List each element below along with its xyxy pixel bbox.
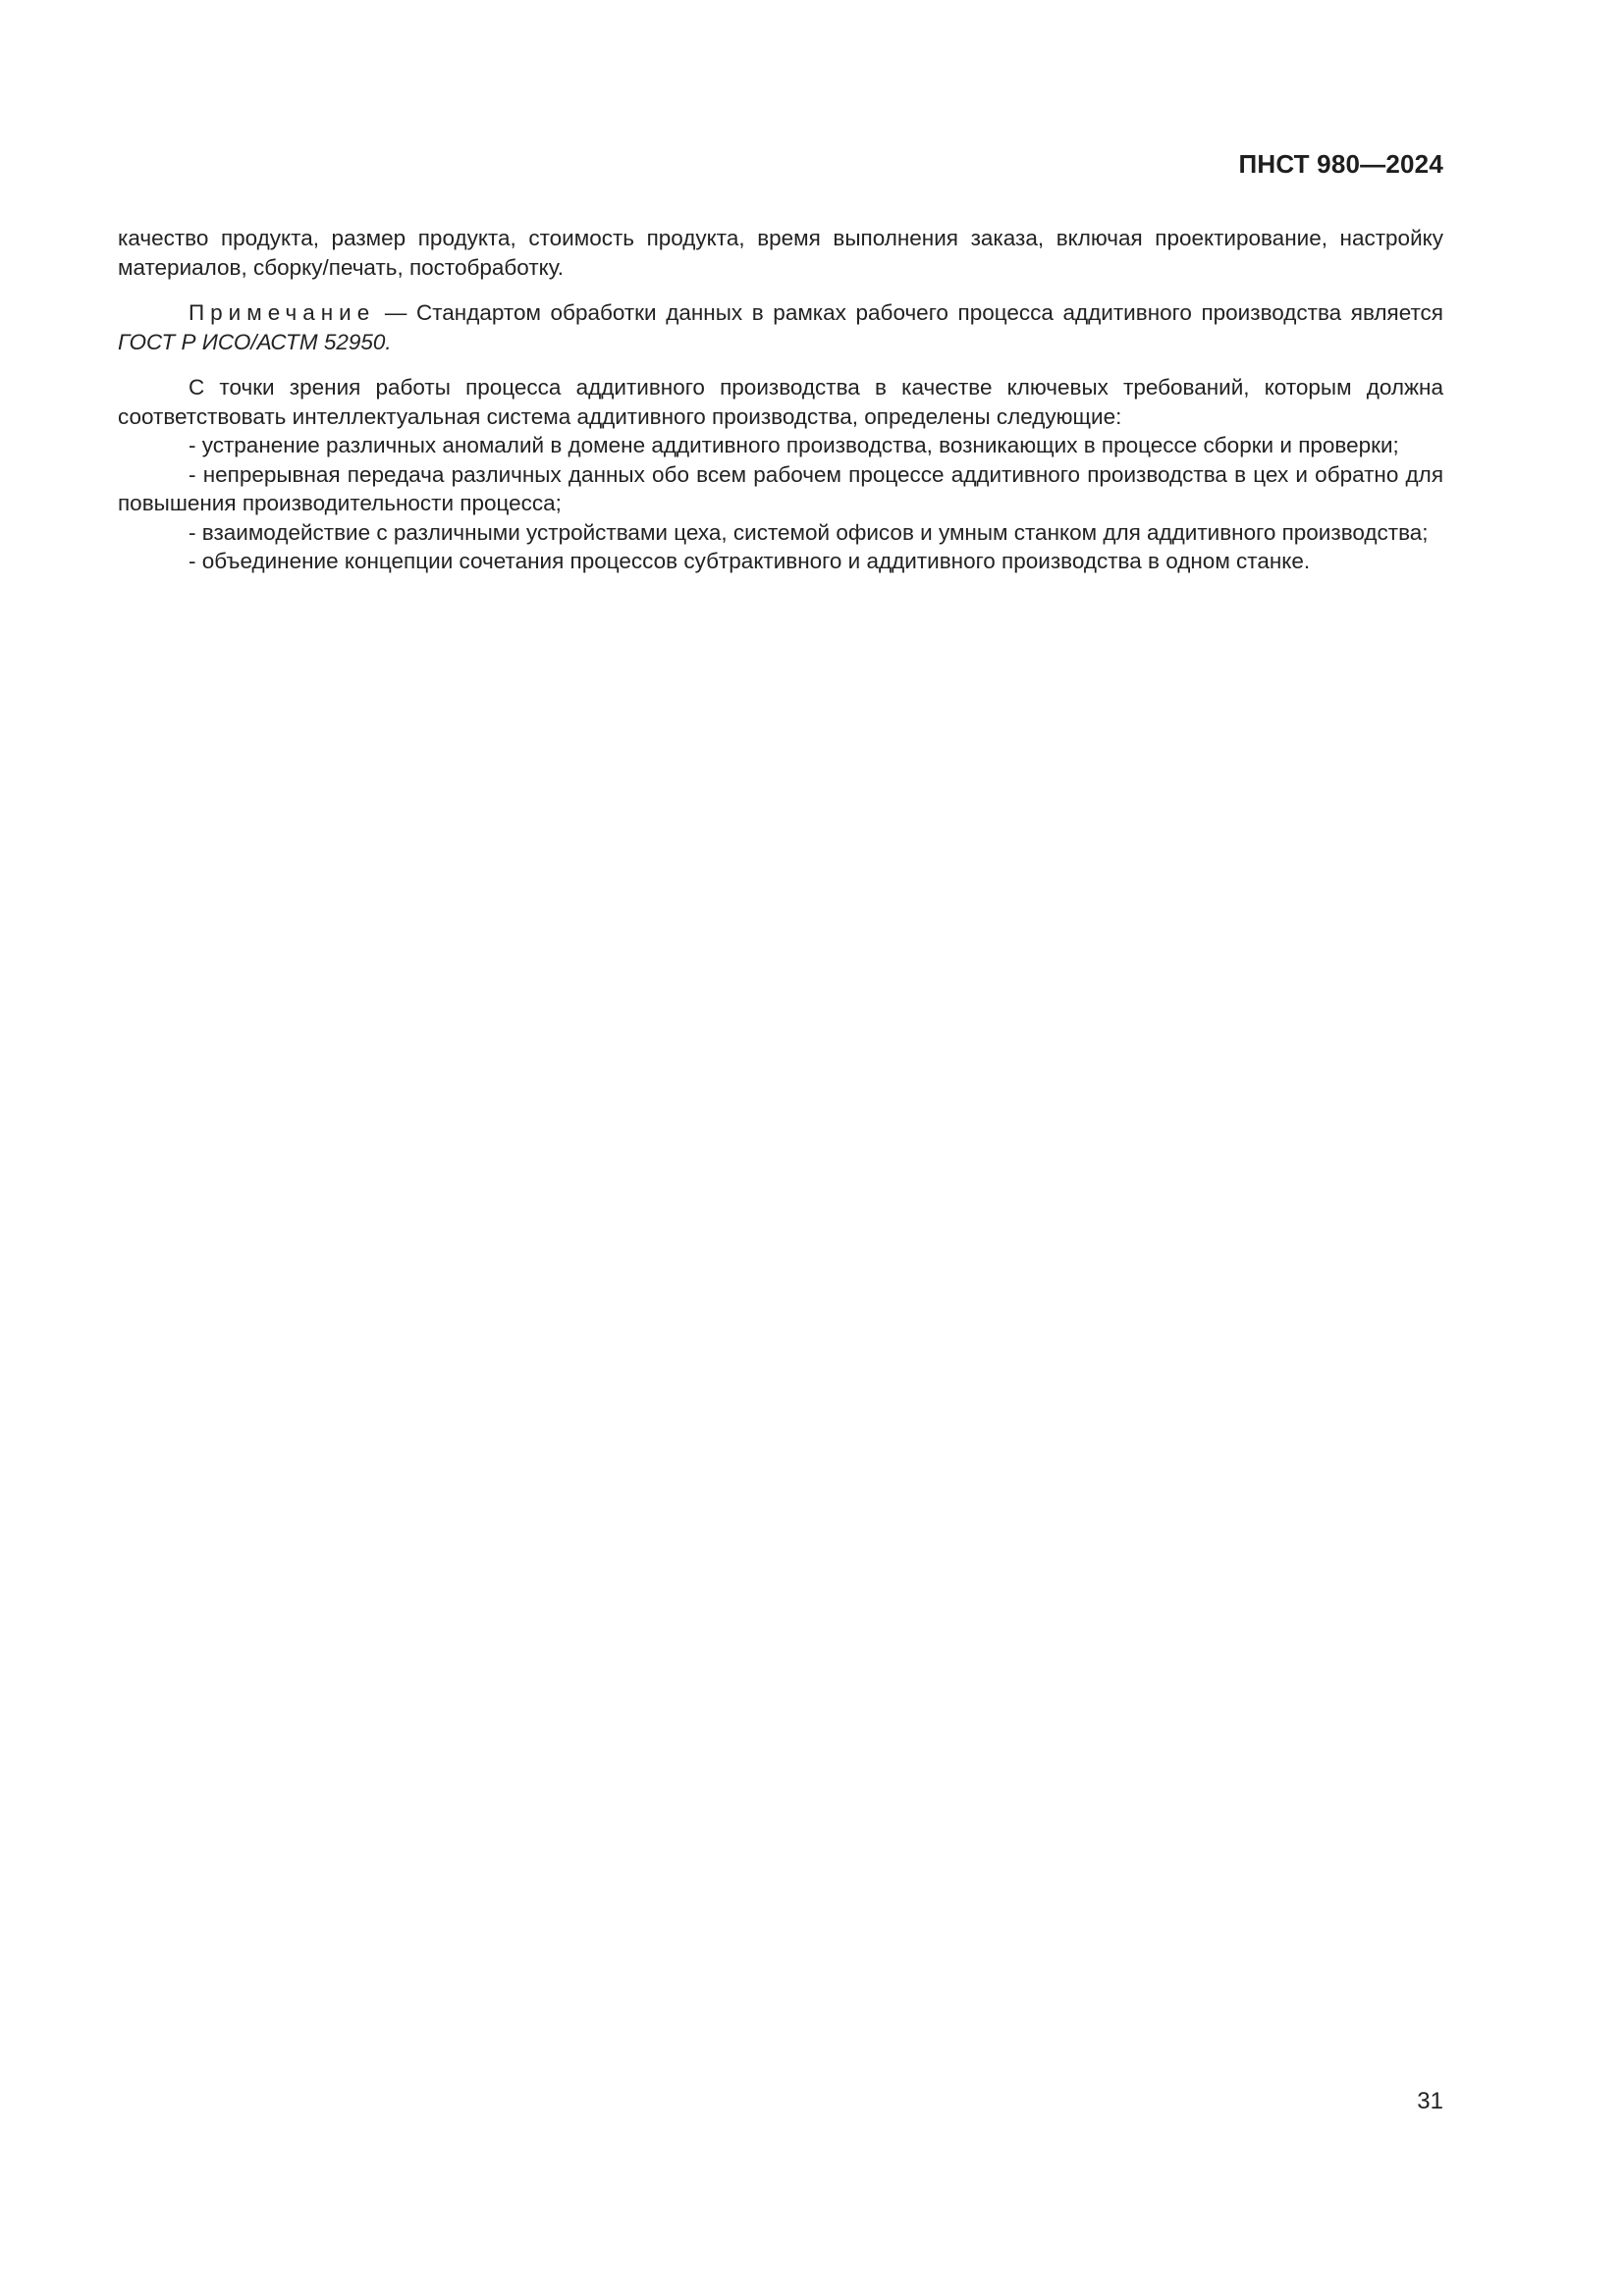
page-number: 31 [1417,2088,1443,2114]
note-label: Примечание [189,300,376,325]
paragraph-continuation: качество продукта, размер продукта, стоимость продукта, время выполнения заказа, включая проектирование, настройку материалов, сборку/печать, постобработку. [118,226,1443,280]
document-body [118,224,1443,576]
list-item: - объединение концепции сочетания процессов субтрактивного и аддитивного производства в одном станке. [189,549,1311,573]
note-standard-reference: ГОСТ Р ИСО/АСТМ 52950. [118,329,392,354]
list-item: - взаимодействие с различными устройствами цеха, системой офисов и умным станком для аддитивного производства; [189,519,1429,545]
list-item: - непрерывная передача различных данных обо всем рабочем процессе аддитивного производства в цех и обратно для повышения производительности процесса; [118,461,1443,515]
document-header-id: ПНСТ 980—2024 [1238,149,1443,179]
requirements-intro-paragraph: С точки зрения работы процесса аддитивного производства в качестве ключевых требований, которым должна соответствовать интеллектуальная система аддитивного производства, определены следующие: [118,375,1443,429]
note-dash: — [375,300,416,325]
list-item: - устранение различных аномалий в домене аддитивного производства, возникающих в процессе сборки и проверки; [189,433,1399,457]
note-text: Стандартом обработки данных в рамках рабочего процесса аддитивного производства является [415,300,1443,325]
note-paragraph [118,298,1443,356]
